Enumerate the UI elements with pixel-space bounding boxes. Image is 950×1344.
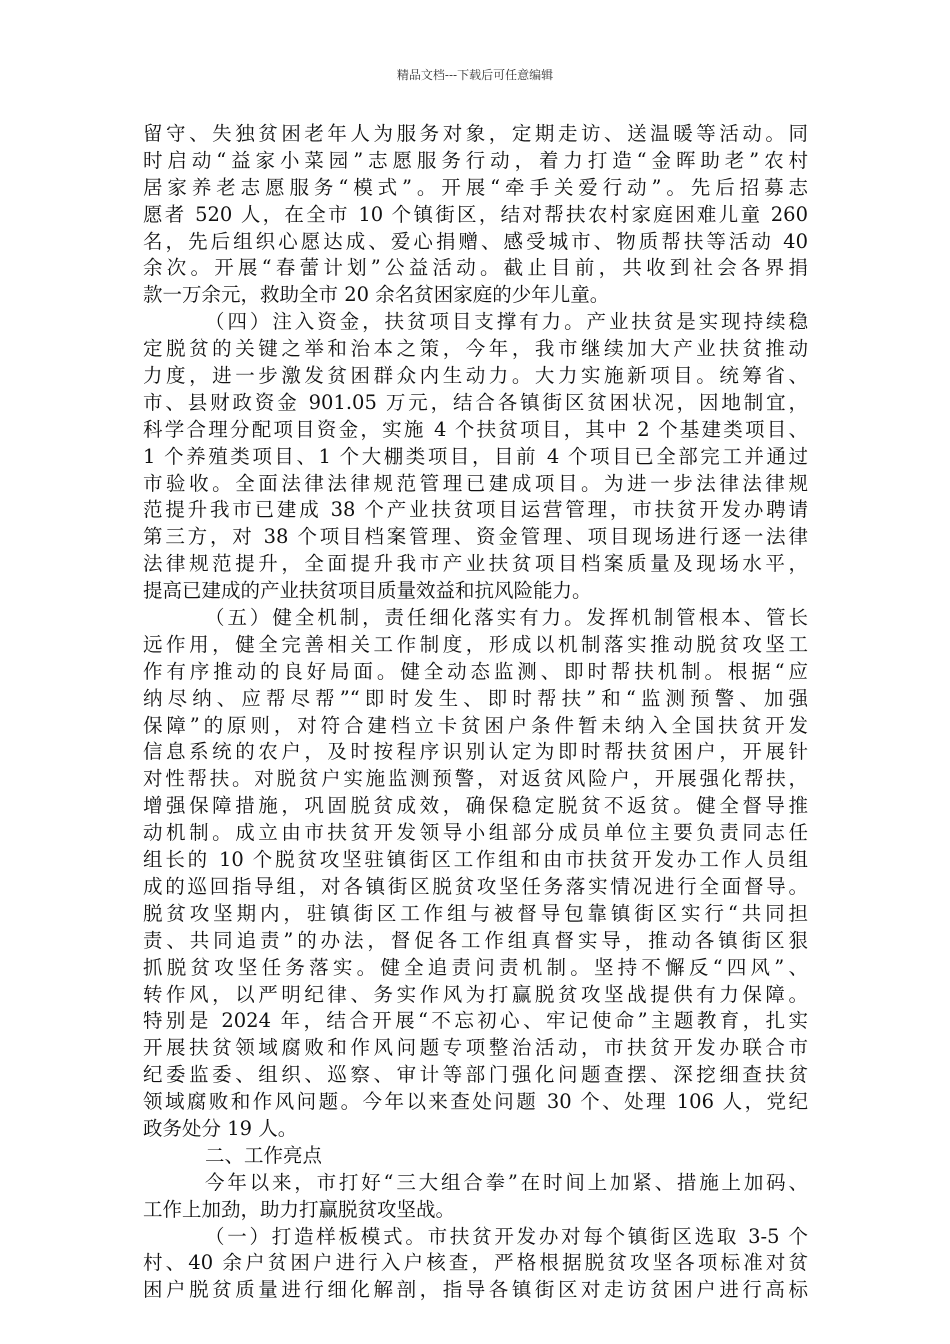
paragraph: [143, 605, 808, 1143]
text-line: 特别是 2024 年，结合开展“不忘初心、牢记使命”主题教育，扎实: [143, 1009, 808, 1033]
page-header: 精品文档---下载后可任意编辑: [396, 68, 554, 82]
text-line: 余次。开展“春蕾计划”公益活动。截止目前，共收到社会各界捐: [143, 256, 808, 280]
text-line: 市验收。全面法律法律规范管理已建成项目。为进一步法律法律规: [143, 471, 808, 495]
text-line: 名，先后组织心愿达成、爱心捐赠、感受城市、物质帮扶等活动 40: [143, 229, 808, 253]
text-line: （一）打造样板模式。市扶贫开发办对每个镇街区选取 3-5 个: [205, 1224, 808, 1248]
text-line: 时启动“益家小菜园”志愿服务行动，着力打造“金晖助老”农村: [143, 148, 808, 172]
heading-text: 二、工作亮点: [205, 1143, 323, 1167]
text-line: （五）健全机制，责任细化落实有力。发挥机制管根本、管长: [205, 606, 808, 630]
text-line: 纪委监委、组织、巡察、审计等部门强化问题查摆、深挖细查扶贫: [143, 1063, 808, 1087]
text-line: 愿者 520 人，在全市 10 个镇街区，结对帮扶农村家庭困难儿童 260: [143, 202, 808, 226]
text-line: 村、40 余户贫困户进行入户核查，严格根据脱贫攻坚各项标准对贫: [143, 1251, 808, 1275]
text-line: 力度，进一步激发贫困群众内生动力。大力实施新项目。统筹省、: [143, 364, 808, 388]
text-line: 动机制。成立由市扶贫开发领导小组部分成员单位主要负责同志任: [143, 821, 808, 845]
text-line: 领域腐败和作风问题。今年以来查处问题 30 个、处理 106 人，党纪: [143, 1090, 808, 1114]
text-line: 工作上加劲，助力打赢脱贫攻坚战。: [143, 1197, 456, 1221]
paragraph: [143, 1224, 808, 1305]
paragraph: [143, 121, 808, 309]
text-line: 困户脱贫质量进行细化解剖，指导各镇街区对走访贫困户进行高标: [143, 1278, 808, 1302]
text-line: 第三方，对 38 个项目档案管理、资金管理、项目现场进行逐一法律: [143, 525, 808, 549]
text-line: 市、县财政资金 901.05 万元，结合各镇街区贫困状况，因地制宜，: [143, 390, 808, 414]
text-line: 开展扶贫领域腐败和作风问题专项整治活动，市扶贫开发办联合市: [143, 1036, 808, 1060]
text-line: 政务处分 19 人。: [143, 1116, 298, 1140]
text-line: 责、共同追责”的办法，督促各工作组真督实导，推动各镇街区狠: [143, 928, 808, 952]
text-line: 成的巡回指导组，对各镇街区脱贫攻坚任务落实情况进行全面督导。: [143, 874, 808, 898]
section-heading: [143, 1143, 808, 1170]
paragraph: [143, 309, 808, 605]
text-line: 作有序推动的良好局面。健全动态监测、即时帮扶机制。根据“应: [143, 659, 808, 683]
text-line: 转作风，以严明纪律、务实作风为打赢脱贫攻坚战提供有力保障。: [143, 982, 808, 1006]
text-line: 信息系统的农户，及时按程序识别认定为即时帮扶贫困户，开展针: [143, 740, 808, 764]
text-line: 增强保障措施，巩固脱贫成效，确保稳定脱贫不返贫。健全督导推: [143, 794, 808, 818]
text-line: 科学合理分配项目资金，实施 4 个扶贫项目，其中 2 个基建类项目、: [143, 417, 808, 441]
text-line: 保障”的原则，对符合建档立卡贫困户条件暂未纳入全国扶贫开发: [143, 713, 808, 737]
text-line: 法律规范提升，全面提升我市产业扶贫项目档案质量及现场水平，: [143, 552, 808, 576]
text-line: 组长的 10 个脱贫攻坚驻镇街区工作组和由市扶贫开发办工作人员组: [143, 848, 808, 872]
text-line: 提高已建成的产业扶贫项目质量效益和抗风险能力。: [143, 579, 592, 603]
text-line: 款一万余元，救助全市 20 余名贫困家庭的少年儿童。: [143, 283, 610, 307]
text-line: 居家养老志愿服务“模式”。开展“牵手关爱行动”。先后招募志: [143, 175, 808, 199]
text-line: 范提升我市已建成 38 个产业扶贫项目运营管理，市扶贫开发办聘请: [143, 498, 808, 522]
text-line: 今年以来，市打好“三大组合拳”在时间上加紧、措施上加码、: [205, 1170, 808, 1194]
text-line: 纳尽纳、应帮尽帮”“即时发生、即时帮扶”和“监测预警、加强: [143, 686, 808, 710]
text-line: 1 个养殖类项目、1 个大棚类项目，目前 4 个项目已全部完工并通过: [143, 444, 808, 468]
text-line: 脱贫攻坚期内，驻镇街区工作组与被督导包靠镇街区实行“共同担: [143, 901, 808, 925]
text-line: 定脱贫的关键之举和治本之策，今年，我市继续加大产业扶贫推动: [143, 337, 808, 361]
text-line: 远作用，健全完善相关工作制度，形成以机制落实推动脱贫攻坚工: [143, 632, 808, 656]
document-body: [143, 121, 808, 1304]
text-line: 抓脱贫攻坚任务落实。健全追责问责机制。坚持不懈反“四风”、: [143, 955, 808, 979]
text-line: 对性帮扶。对脱贫户实施监测预警，对返贫风险户，开展强化帮扶，: [143, 767, 808, 791]
text-line: 留守、失独贫困老年人为服务对象，定期走访、送温暖等活动。同: [143, 122, 808, 145]
paragraph: [143, 1170, 808, 1224]
text-line: （四）注入资金，扶贫项目支撑有力。产业扶贫是实现持续稳: [205, 310, 808, 334]
